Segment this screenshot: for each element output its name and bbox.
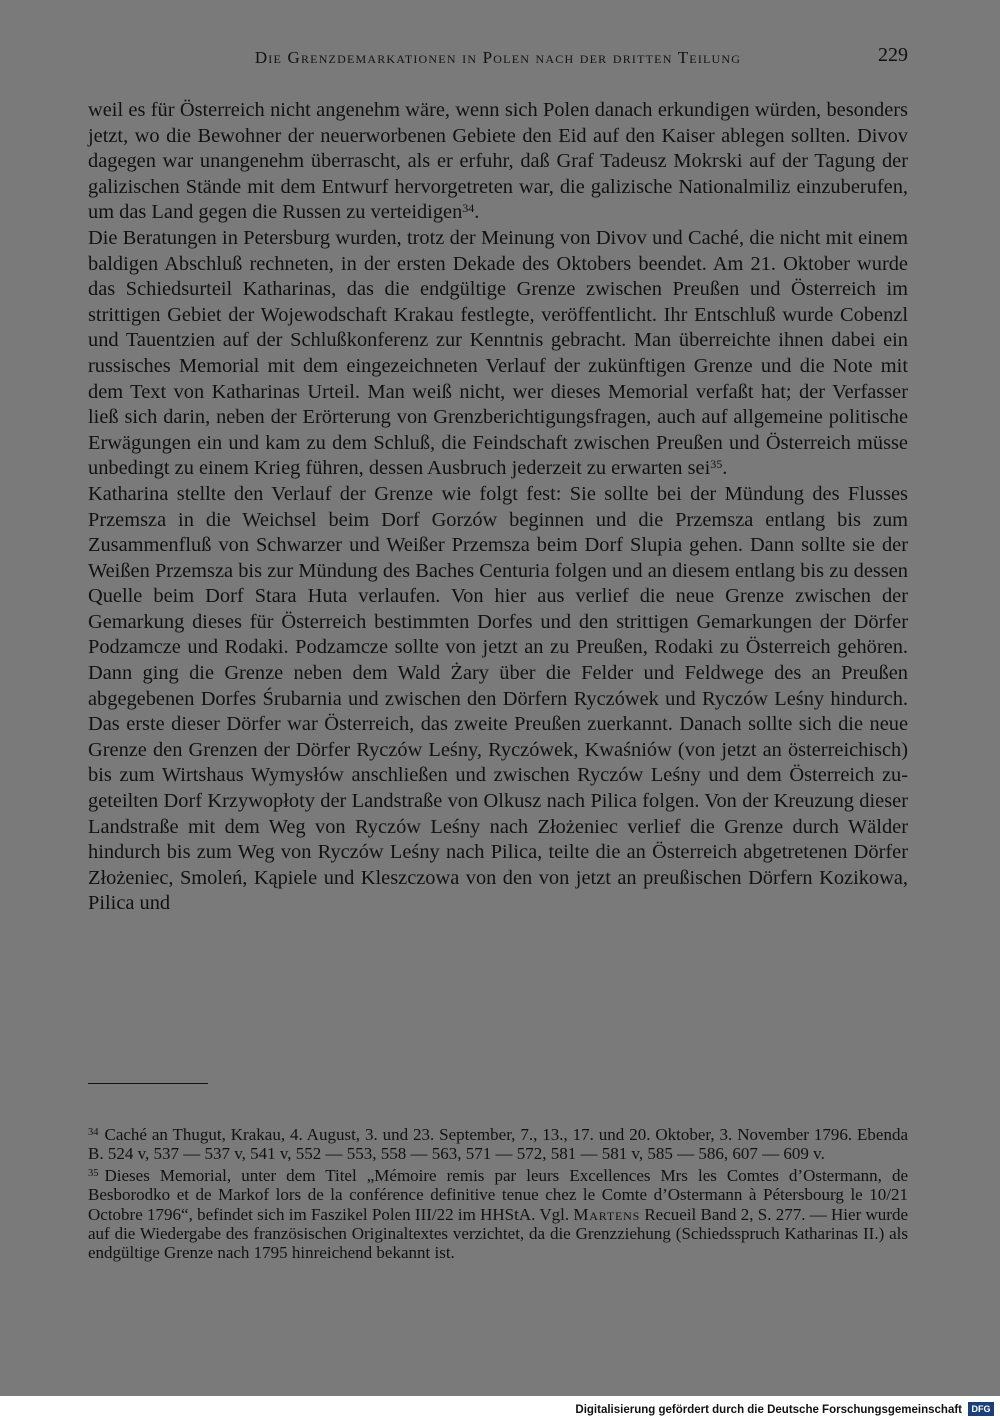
main-text [88,98,908,917]
funding-credit: Digitalisierung gefördert durch die Deutsche Forschungsgemeinschaft [575,1404,962,1416]
paragraph-2-text: Die Beratungen in Petersburg wurden, trotz der Meinung von Divov und Caché, die nicht mit einem baldigen Abschluß rechneten, in der ersten Dekade des Oktobers beendet. Am 21. Oktober wurde das Schiedsurteil Katharinas, das die endgültige Grenze zwischen Preußen und Österreich im strittigen Gebiet der Wojewodschaft Krakau festlegte, veröffentlicht. Ihr Entschluß wurde Cobenzl und Tauentzien auf der Schlußkonferenz zur Kenntnis gebracht. Man überreichte ihnen dabei ein russisches Memorial mit dem eingezeichneten Verlauf der zukünftigen Grenze und die Note mit dem Text von Katharinas Urteil. Man weiß nicht, wer dieses Memorial verfaßt hat; der Verfasser ließ sich darin, neben der Erörterung von Grenzberichtigungsfragen, auch auf allgemeine politische Erwägungen ein und kam zu dem Schluß, die Feindschaft zwischen Preußen und Österreich müsse unbedingt zu einem Krieg führen, dessen Ausbruch jederzeit zu erwarten sei [88,226,908,480]
running-title: Die Grenzdemarkationen in Polen nach der dritten Teilung [254,48,742,67]
paragraph-1-text: weil es für Österreich nicht angenehm wäre, wenn sich Polen danach erkundigen würden, besonders jetzt, wo die Bewohner der neuerworbenen Gebiete den Eid auf den Kaiser ablegen sollten. Divov dagegen war unangenehm überrascht, als er erfuhr, daß Graf Tadeusz Mokrski auf der Tagung der galizischen Stände mit dem Entwurf hervorgetreten war, die galizische Nationalmiliz einzuberufen, um das Land gegen die Russen zu verteidigen [88,99,908,224]
footnote-divider [88,1083,208,1084]
footnote-ref-34[interactable]: 34 [462,201,475,216]
footnote-text: Caché an Thugut, Krakau, 4. August, 3. und 23. September, 7., 13., 17. und 20. Oktober, 3. November 1796. Ebenda B. 524 v, 537 — 537 v, 541 v, 552 — 553, 558 — 563, 571 — 572, 581 — 581 v, 585 — 586, 607 — 609 v. [88,1125,908,1164]
paragraph-1: weil es für Österreich nicht angenehm wäre, wenn sich Polen danach erkundigen würden, besonders jetzt, wo die Bewohner der neuerworbenen Gebiete den Eid auf den Kaiser ablegen sollten. Divov dagegen war unangenehm überrascht, als er erfuhr, daß Graf Tadeusz Mokrski auf der Tagung der galizischen Stände mit dem Entwurf hervorgetreten war, die galizische Nationalmiliz einzuberufen, um das Land gegen die Russen zu verteidigen$^{34}$. [88,99,908,224]
footnote-ref-35[interactable]: 35 [710,457,723,472]
page-number: 229 [878,44,908,66]
footnotes [88,1123,908,1263]
paragraph-3: Katharina stellte den Verlauf der Grenze wie folgt fest: Sie sollte bei der Mündung des Flusses Przemsza in die Weichsel beim Dorf Gorzów beginnen und die Przemsza entlang bis zum Zusammenfluß von Schwarzer und Weißer Przemsza beim Dorf Slupia gehen. Dann sollte sie der Weißen Przemsza bis zur Mündung des Baches Centuria folgen und an diesem entlang bis zu dessen Quelle beim Dorf Stara Huta verlaufen. Von hier aus verlief die neue Grenze zwischen der Gemarkung dieses für Österreich bestimmten Dorfes und den strittigen Gemarkungen der Dörfer Podzamcze und Rodaki. Podzamcze sollte von jetzt an zu Preußen, Rodaki zu Österreich gehören. Dann ging die Grenze neben dem Wald Żary über die Felder und Feldwege des an Preußen abgegebenen Dorfes Śrubarnia und zwischen den Dörfern Ryczówek und Ryczów Leśny hindurch. Das erste dieser Dörfer war Österreich, das zweite Preußen zuerkannt. Danach sollte sich die neue Grenze den Grenzen der Dörfer Ryczów Leśny, Ryczówek, Kwaśniów (von jetzt an österreichisch) bis zum Wirtshaus Wymysłów anschließen und zwischen Ryczów Leśny und dem Österreich zugeteilten Dorf Krzywopłoty der Landstraße von Olkusz nach Pilica folgen. Von der Kreuzung dieser Landstraße mit dem Weg von Ryczów Leśny nach Złożeniec verlief die Grenze durch Wälder hindurch bis zum Weg von Ryczów Leśny nach Pilica, teilte die an Österreich abgetretenen Dörfer Złożeniec, Smoleń, Kąpiele und Kleszczowa von den von jetzt an preußischen Dörfern Kozikowa, Pilica und [88,482,908,915]
footnote-number: 35 [88,1167,99,1179]
footnote-number: 34 [88,1127,99,1138]
footnote-text-before: Dieses Memorial, unter dem Titel „Mémoire remis par leurs Excellences Mrs les Comtes d’Ostermann, de Besborodko et de Markof lors de la conférence definitive tenue chez le Comte d’Ostermann à Pétersbourg le 10/21 Octobre 1796“, befindet sich im Faszikel Polen III/22 im HHStA. Vgl. [88,1165,908,1224]
paragraph-2: Die Beratungen in Petersburg wurden, trotz der Meinung von Divov und Caché, die nicht mit einem baldigen Abschluß rechneten, in der ersten Dekade des Oktobers beendet. Am 21. Oktober wurde das Schiedsurteil Katharinas, das die endgültige Grenze zwischen Preußen und Österreich im strittigen Gebiet der Wojewodschaft Krakau festlegte, veröffentlicht. Ihr Entschluß wurde Cobenzl und Tauentzien auf der Schlußkonferenz zur Kenntnis gebracht. Man überreichte ihnen dabei ein russisches Memorial mit dem eingezeichneten Verlauf der zukünftigen Grenze und die Note mit dem Text von Katharinas Urteil. Man weiß nicht, wer dieses Memorial verfaßt hat; der Verfasser ließ sich darin, neben der Erörterung von Grenzberichtigungsfragen, auch auf allgemeine politische Erwägungen ein und kam zu dem Schluß, die Feindschaft zwischen Preußen und Österreich müsse unbedingt zu einem Krieg führen, dessen Ausbruch jederzeit zu erwarten sei$^{35}$. [88,226,908,480]
cited-author: Martens [573,1204,641,1224]
page-header [88,44,908,72]
dfg-logo-icon: DFG [968,1402,994,1416]
footnote-35 [88,1164,908,1263]
footnote-34 [88,1123,908,1164]
digitization-footer [0,1396,1000,1420]
footnote-text-after: Recueil Band 2, S. 277. — Hier wurde auf die Wiedergabe des französischen Originaltextes verzichtet, da die Grenzziehung (Schiedsspruch Katharinas II.) als endgültige Grenze nach 1795 hinreichend bekannt ist. [88,1204,909,1263]
